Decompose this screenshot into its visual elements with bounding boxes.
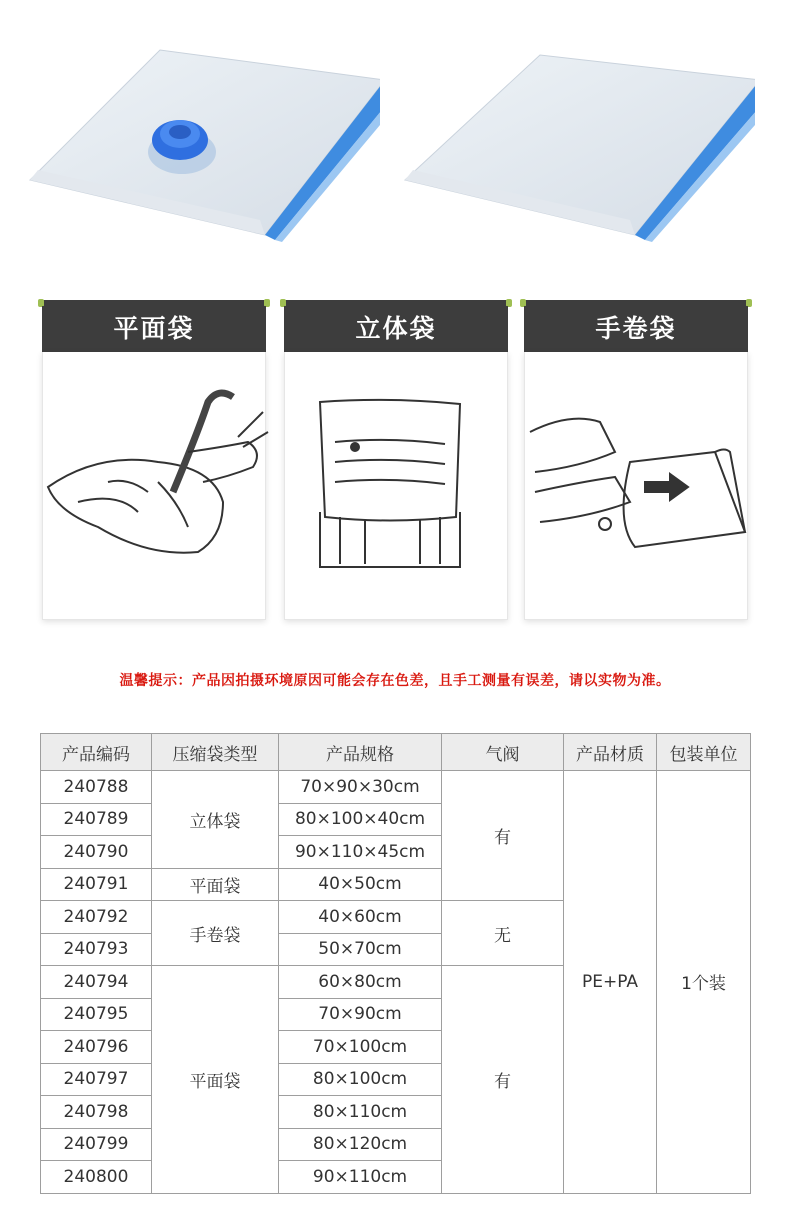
table-row [41, 771, 751, 804]
cell-code: 240791 [41, 868, 152, 901]
3d-bag-illustration [280, 352, 512, 620]
cell-spec: 60×80cm [279, 966, 442, 999]
header-unit: 包装单位 [657, 734, 751, 771]
cell-spec: 80×110cm [279, 1096, 442, 1129]
card-title: 立体袋 [284, 306, 508, 352]
header-spec: 产品规格 [279, 734, 442, 771]
header-code: 产品编码 [41, 734, 152, 771]
header-type: 压缩袋类型 [152, 734, 279, 771]
product-photo-flat-bag [395, 30, 755, 250]
notice-text: 温馨提示：产品因拍摄环境原因可能会存在色差，且手工测量有误差，请以实物为准。 [119, 673, 671, 689]
card-title: 平面袋 [42, 306, 266, 352]
cell-code: 240799 [41, 1128, 152, 1161]
roll-bag-illustration [520, 352, 752, 620]
cell-code: 240790 [41, 836, 152, 869]
card-3d-bag [280, 300, 512, 620]
cell-spec: 40×60cm [279, 901, 442, 934]
header-valve: 气阀 [442, 734, 564, 771]
cell-material: PE+PA [564, 771, 657, 1194]
cell-unit: 1个装 [657, 771, 751, 1194]
cell-spec: 90×110cm [279, 1161, 442, 1194]
cell-code: 240796 [41, 1031, 152, 1064]
cell-spec: 80×120cm [279, 1128, 442, 1161]
cell-code: 240793 [41, 933, 152, 966]
cell-spec: 40×50cm [279, 868, 442, 901]
card-roll-bag [520, 300, 752, 620]
cell-spec: 70×90cm [279, 998, 442, 1031]
cell-code: 240792 [41, 901, 152, 934]
cell-type: 立体袋 [152, 771, 279, 869]
cell-code: 240798 [41, 1096, 152, 1129]
card-flat-bag [38, 300, 270, 620]
cell-valve: 有 [442, 966, 564, 1194]
cell-code: 240794 [41, 966, 152, 999]
cell-code: 240797 [41, 1063, 152, 1096]
cell-code: 240788 [41, 771, 152, 804]
cell-spec: 70×90×30cm [279, 771, 442, 804]
cell-valve: 无 [442, 901, 564, 966]
cell-valve: 有 [442, 771, 564, 901]
header-material: 产品材质 [564, 734, 657, 771]
card-title: 手卷袋 [524, 306, 748, 352]
cell-spec: 70×100cm [279, 1031, 442, 1064]
spec-table [40, 733, 751, 1194]
flat-bag-illustration [38, 352, 270, 620]
table-header-row [41, 734, 751, 771]
cell-code: 240789 [41, 803, 152, 836]
cell-spec: 80×100×40cm [279, 803, 442, 836]
cell-spec: 90×110×45cm [279, 836, 442, 869]
cell-type: 手卷袋 [152, 901, 279, 966]
cell-spec: 80×100cm [279, 1063, 442, 1096]
product-photo-with-valve [20, 30, 380, 250]
cell-type: 平面袋 [152, 868, 279, 901]
cell-code: 240795 [41, 998, 152, 1031]
cell-type: 平面袋 [152, 966, 279, 1194]
cell-code: 240800 [41, 1161, 152, 1194]
cell-spec: 50×70cm [279, 933, 442, 966]
